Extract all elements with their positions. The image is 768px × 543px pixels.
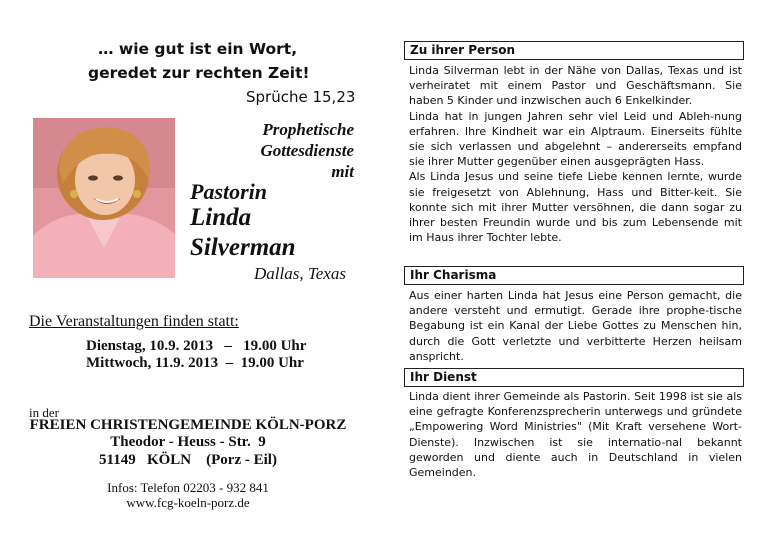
pastor-city: Dallas, Texas xyxy=(254,264,346,283)
headline-line-1: Prophetische xyxy=(262,120,354,139)
section-dienst-text xyxy=(409,389,742,480)
headline-line-3: mit xyxy=(331,162,354,181)
person-paragraph-2: Linda hat in jungen Jahren sehr viel Leid und Ableh-nung erfahren. Ihre Kindheit war ein Alptraum. Einerseits fühlte sie sich verlassen und abgelehnt – andererseits empfand sie ihrer Mutter gegenüber einen ausgeprägten Hass. xyxy=(409,109,742,169)
pastor-portrait-photo xyxy=(33,118,175,278)
quote-line-1: … wie gut ist ein Wort, xyxy=(98,40,298,58)
pastor-last-name: Silverman xyxy=(190,234,296,261)
section-title-person: Zu ihrer Person xyxy=(404,41,744,60)
dienst-paragraph-1: Linda dient ihrer Gemeinde als Pastorin. Seit 1998 ist sie als eine gefragte Konferenzsprecherin unterwegs und gründete „Empowering Word Ministries" (Mit Kraft versehene Wort-Dienste). Inzwischen ist sie internatio-nal bekannt geworden und diente auch in Deutschland in vielen Gemeinden. xyxy=(409,390,742,480)
contact-website[interactable]: www.fcg-koeln-porz.de xyxy=(126,495,250,510)
venue-name: FREIEN CHRISTENGEMEINDE KÖLN-PORZ xyxy=(29,417,347,433)
event-date-1: Dienstag, 10.9. 2013 – 19.00 Uhr xyxy=(86,338,307,354)
pastor-first-name: Linda xyxy=(190,204,252,231)
venue-street: Theodor - Heuss - Str. 9 xyxy=(110,434,266,450)
event-date-2: Mittwoch, 11.9. 2013 – 19.00 Uhr xyxy=(86,355,304,371)
section-charisma-text xyxy=(409,288,742,364)
events-heading: Die Veranstaltungen finden statt: xyxy=(29,313,239,330)
charisma-paragraph-1: Aus einer harten Linda hat Jesus eine Person gemacht, die andere versteht und ermutigt. Gerade ihre prophe-tische Begabung ist ein Kanal der Liebe Gottes zu Menschen hin, durch die Gott verletzte und verbitterte Herzen heilsam anspricht. xyxy=(409,289,742,363)
pastor-title: Pastorin xyxy=(190,179,268,204)
venue-prefix: in der xyxy=(29,405,59,420)
person-paragraph-1: Linda Silverman lebt in der Nähe von Dallas, Texas und ist verheiratet mit einem Pastor und Geschäftsmann. Sie haben 5 Kinder und inzwischen auch 6 Enkelkinder. xyxy=(409,64,742,108)
venue-city: 51149 KÖLN (Porz - Eil) xyxy=(99,452,277,468)
portrait-illustration xyxy=(33,118,175,278)
person-paragraph-3: Als Linda Jesus und seine tiefe Liebe kennen lernte, wurde sie freigesetzt von Ablehnung, Hass und Bitter-keit. Sie konnte sich mit ihrer Mutter versöhnen, die dann sogar zu ihrer besten Freundin wurde und bis zum Lebensende mit im Haus ihrer Tochter lebte. xyxy=(409,170,742,245)
quote-line-2: geredet zur rechten Zeit! xyxy=(88,64,310,82)
section-person-text xyxy=(409,63,742,245)
quote-reference: Sprüche 15,23 xyxy=(246,88,356,106)
section-title-charisma: Ihr Charisma xyxy=(404,266,744,285)
headline-line-2: Gottesdienste xyxy=(260,141,354,160)
contact-phone: Infos: Telefon 02203 - 932 841 xyxy=(107,480,269,495)
section-title-dienst: Ihr Dienst xyxy=(404,368,744,387)
